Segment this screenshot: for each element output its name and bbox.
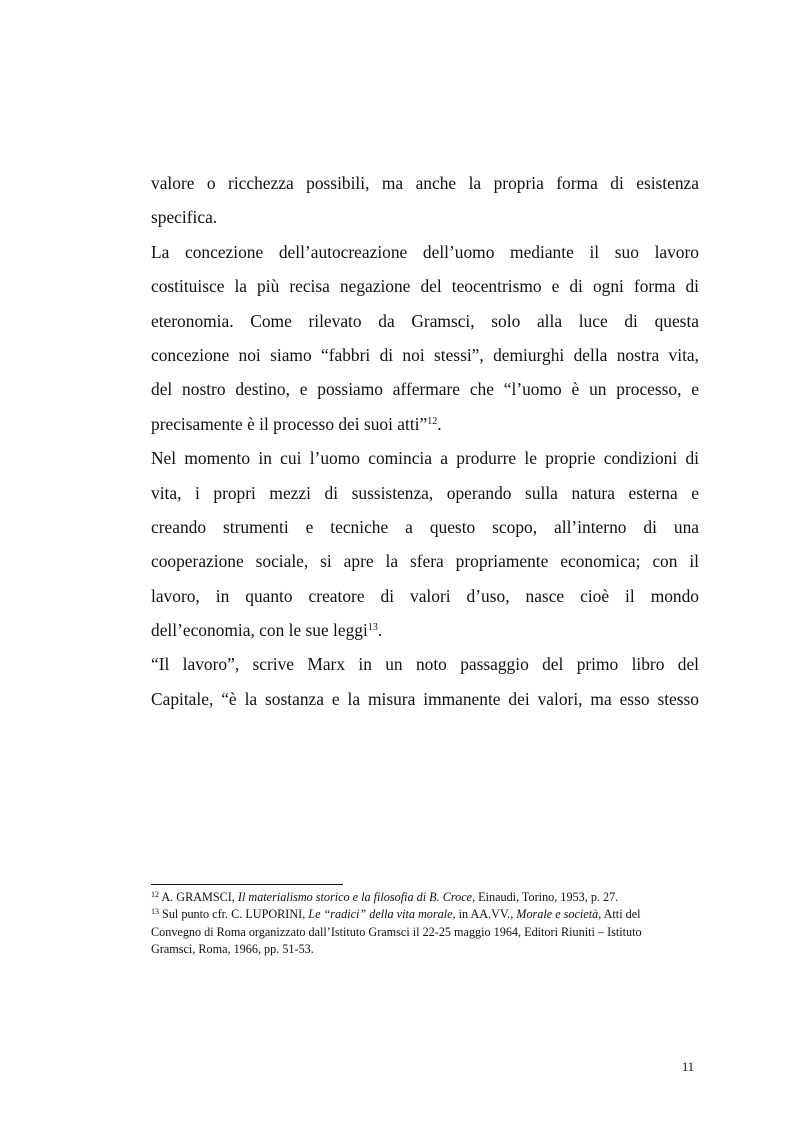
body-line-with-footnote-ref [151, 407, 699, 441]
body-line-text: precisamente è il processo dei suoi atti” [151, 413, 428, 434]
footnote-12 [151, 889, 699, 906]
period: . [437, 413, 442, 434]
footnote-text: , Einaudi, Torino, 1953, p. 27. [472, 890, 619, 904]
footnote-number: 12 [151, 890, 159, 899]
footnote-separator [151, 884, 343, 885]
footnote-number: 13 [151, 907, 159, 917]
body-line: cooperazione sociale, si apre la sfera propriamente economica; con il [151, 551, 699, 572]
footnote-text: , in AA.VV., [452, 907, 517, 922]
body-line: del nostro destino, e possiamo affermare che “l’uomo è un processo, e [151, 379, 699, 400]
footnote-title: Morale e società [516, 907, 599, 922]
body-line: creando strumenti e tecniche a questo scopo, all’interno di una [151, 516, 699, 537]
body-line: Capitale, “è la sostanza e la misura immanente dei valori, ma esso stesso [151, 688, 699, 709]
body-line-with-footnote-ref [151, 613, 699, 647]
body-line: concezione noi siamo “fabbri di noi stessi”, demiurghi della nostra vita, [151, 344, 699, 365]
footnote-13-line: Gramsci, Roma, 1966, pp. 51-53. [151, 941, 314, 956]
footnote-title: Le “radici” della vita morale [308, 907, 453, 922]
body-line: valore o ricchezza possibili, ma anche la propria forma di esistenza [151, 173, 699, 193]
footnote-text: , Atti del [598, 907, 641, 922]
footnotes [151, 889, 699, 958]
footnote-title: Il materialismo storico e la filosofia di B. Croce [237, 890, 473, 904]
footnote-ref-12: 12 [427, 415, 438, 427]
body-text [151, 166, 699, 716]
body-line: specifica. [151, 207, 218, 228]
body-line: “Il lavoro”, scrive Marx in un noto passaggio del primo libro del [151, 654, 699, 675]
footnote-13-line: Convegno di Roma organizzato dall’Istituto Gramsci il 22-25 maggio 1964, Editori Riuniti – Istituto [151, 924, 642, 939]
body-line: lavoro, in quanto creatore di valori d’uso, nasce cioè il mondo [151, 585, 699, 606]
body-line: La concezione dell’autocreazione dell’uomo mediante il suo lavoro [151, 241, 699, 262]
body-line: vita, i propri mezzi di sussistenza, operando sulla natura esterna e [151, 482, 699, 503]
period: . [377, 620, 383, 641]
body-line: Nel momento in cui l’uomo comincia a produrre le proprie condizioni di [151, 448, 699, 469]
body-line: costituisce la più recisa negazione del teocentrismo e di ogni forma di [151, 276, 699, 297]
footnote-text: Sul punto cfr. C. LUPORINI, [159, 907, 309, 922]
body-line: eteronomia. Come rilevato da Gramsci, solo alla luce di questa [151, 310, 699, 331]
footnote-ref-13: 13 [367, 622, 378, 634]
footnote-13 [151, 906, 699, 923]
page-number: 11 [682, 1060, 695, 1074]
body-line-text: dell’economia, con le sue leggi [151, 620, 368, 641]
footnote-text: A. GRAMSCI, [159, 890, 238, 904]
